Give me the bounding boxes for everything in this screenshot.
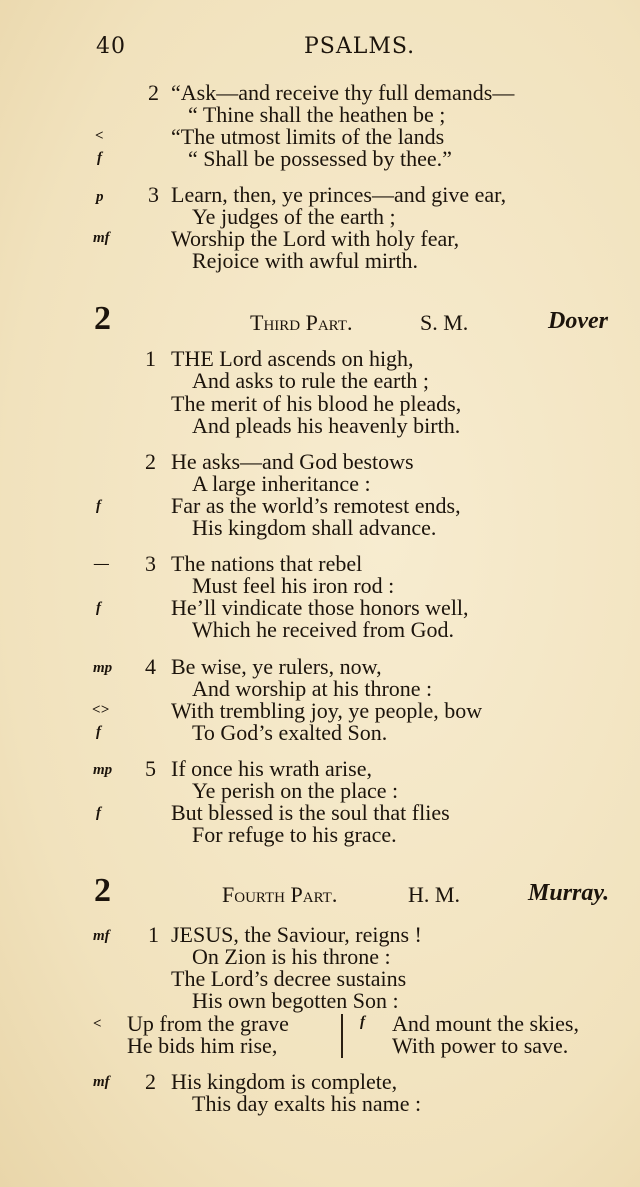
verse-line: If once his wrath arise, [171, 756, 372, 781]
verse-line: Rejoice with awful mirth. [192, 248, 419, 273]
verse-line: JESUS, the Saviour, reigns ! [171, 922, 422, 947]
psalm-number: 2 [94, 300, 111, 337]
dynamic-mark: f [96, 600, 101, 616]
verse-line: And pleads his heavenly birth. [192, 413, 461, 438]
verse-line: His kingdom shall advance. [192, 515, 437, 540]
verse-line: Learn, then, ye princes—and give ear, [171, 182, 507, 207]
stanza-number: 2 [145, 449, 156, 474]
dynamic-mark: mf [93, 928, 110, 944]
verse-line: The nations that rebel [171, 551, 363, 576]
stanza-number: 1 [148, 922, 159, 947]
tune-name: Murray. [528, 880, 610, 906]
verse-line: Which he received from God. [192, 617, 455, 642]
verse-line: “ Thine shall the heathen be ; [188, 102, 446, 127]
verse-line: A large inheritance : [192, 471, 371, 496]
stanza-number: 5 [145, 756, 156, 781]
dynamic-mark: < [93, 1016, 102, 1032]
verse-line: And mount the skies, [392, 1011, 579, 1036]
verse-line: With trembling joy, ye people, bow [171, 698, 483, 723]
verse-line: Far as the world’s remotest ends, [171, 493, 461, 518]
verse-line: The merit of his blood he pleads, [171, 391, 462, 416]
meter: S. M. [420, 310, 469, 335]
stanza-number: 2 [145, 1069, 156, 1094]
verse-line: “Ask—and receive thy full demands— [171, 80, 515, 105]
column-divider [341, 1014, 343, 1058]
verse-line: His own begotten Son : [192, 988, 399, 1013]
dynamic-mark: mp [93, 762, 113, 778]
verse-line: And worship at his throne : [192, 676, 433, 701]
verse-line: Be wise, ye rulers, now, [171, 654, 382, 679]
stanza-number: 4 [145, 654, 156, 679]
verse-line: THE Lord ascends on high, [171, 346, 414, 371]
stanza-number: 1 [145, 346, 156, 371]
dynamic-mark: f [360, 1014, 365, 1030]
verse-line: He asks—and God bestows [171, 449, 414, 474]
verse-line: Must feel his iron rod : [192, 573, 395, 598]
dynamic-mark: < [95, 128, 104, 144]
verse-line: With power to save. [392, 1033, 569, 1058]
verse-line: He bids him rise, [127, 1033, 278, 1058]
dynamic-mark: mf [93, 230, 110, 246]
tune-name: Dover [548, 308, 608, 334]
dynamic-mark: f [96, 805, 101, 821]
stanza-number: 2 [148, 80, 159, 105]
verse-line: Worship the Lord with holy fear, [171, 226, 460, 251]
verse-line: He’ll vindicate those honors well, [171, 595, 469, 620]
verse-line: For refuge to his grace. [192, 822, 397, 847]
verse-line: “The utmost limits of the lands [171, 124, 445, 149]
verse-line: The Lord’s decree sustains [171, 966, 407, 991]
dynamic-mark: — [94, 556, 109, 572]
part-title: Third Part. [250, 310, 353, 335]
dynamic-mark: mp [93, 660, 113, 676]
verse-line: This day exalts his name : [192, 1091, 422, 1116]
verse-line: Ye judges of the earth ; [192, 204, 396, 229]
verse-line: On Zion is his throne : [192, 944, 391, 969]
verse-line: “ Shall be possessed by thee.” [188, 146, 452, 171]
dynamic-mark: f [97, 150, 102, 166]
dynamic-mark: p [96, 189, 104, 205]
dynamic-mark: f [96, 724, 101, 740]
dynamic-mark: f [96, 498, 101, 514]
stanza-number: 3 [145, 551, 156, 576]
page-number: 40 [96, 34, 126, 59]
part-title: Fourth Part. [222, 882, 338, 907]
running-title: PSALMS. [304, 34, 416, 59]
verse-line: And asks to rule the earth ; [192, 368, 430, 393]
verse-line: Up from the grave [127, 1011, 289, 1036]
verse-line: To God’s exalted Son. [192, 720, 388, 745]
meter: H. M. [408, 882, 460, 907]
psalm-number: 2 [94, 872, 111, 909]
dynamic-mark: <> [92, 702, 110, 718]
stanza-number: 3 [148, 182, 159, 207]
verse-line: His kingdom is complete, [171, 1069, 398, 1094]
dynamic-mark: mf [93, 1074, 110, 1090]
verse-line: But blessed is the soul that flies [171, 800, 450, 825]
verse-line: Ye perish on the place : [192, 778, 399, 803]
